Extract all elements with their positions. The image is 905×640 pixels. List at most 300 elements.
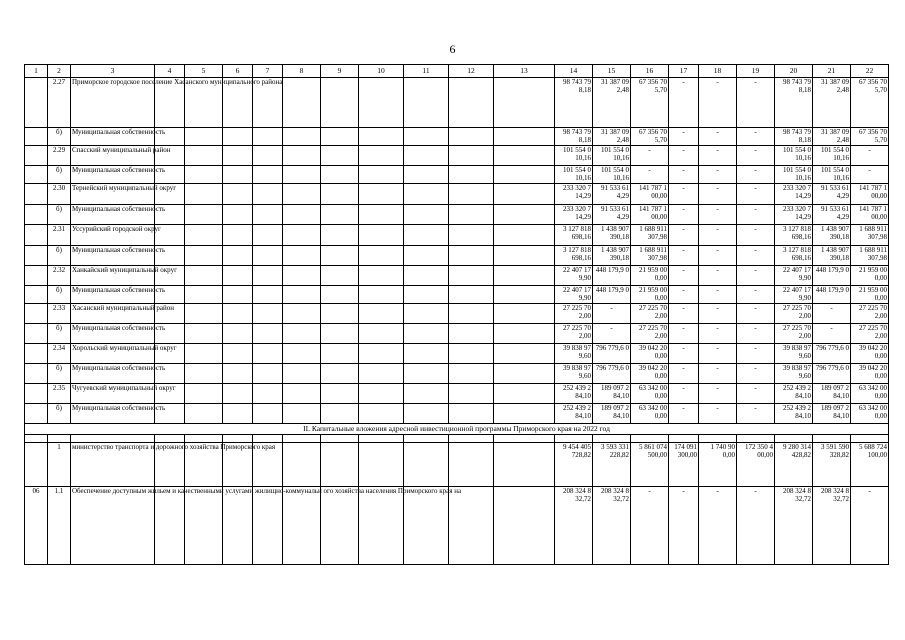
empty-cell — [253, 184, 283, 205]
table-row — [25, 364, 889, 384]
cell-col-18: - — [699, 344, 737, 364]
cell-col-15: 208 324 8 32,72 — [593, 487, 631, 565]
cell-col-16: 67 356 70 5,70 — [631, 78, 669, 128]
empty-cell — [359, 443, 404, 487]
empty-cell — [283, 344, 321, 364]
cell-col-21: 101 554 0 10,16 — [813, 146, 851, 166]
cell-col-14: 233 320 7 14,29 — [555, 205, 593, 225]
cell-col-15: - — [593, 324, 631, 344]
cell-item-number: 2.29 — [48, 146, 71, 166]
cell-col-19: 172 350 4 00,00 — [737, 443, 775, 487]
cell-col-21: 101 554 0 10,16 — [813, 166, 851, 184]
cell-col-14: 252 439 2 84,10 — [555, 404, 593, 424]
table-row — [25, 146, 889, 166]
empty-cell — [185, 324, 223, 344]
empty-cell — [321, 344, 359, 364]
table-row — [25, 246, 889, 266]
cell-col-22: 21 959 00 0,00 — [851, 286, 889, 304]
table-row — [25, 304, 889, 324]
cell-col-18: - — [699, 324, 737, 344]
cell-col-19: - — [737, 184, 775, 205]
cell-col-15: 189 097 2 84,10 — [593, 404, 631, 424]
empty-cell — [449, 128, 494, 146]
empty-cell — [283, 443, 321, 487]
cell-name: Муниципальная собственность — [71, 205, 155, 225]
empty-cell — [321, 404, 359, 424]
cell-col-17: - — [669, 184, 699, 205]
cell-col-19: - — [737, 146, 775, 166]
col-header: 9 — [321, 65, 359, 78]
empty-cell — [404, 487, 449, 565]
cell-col-14: 39 838 97 9,60 — [555, 364, 593, 384]
cell-col-18: - — [699, 128, 737, 146]
cell-col-20: 3 127 818 698,16 — [775, 246, 813, 266]
empty-cell — [223, 304, 253, 324]
cell-name: Муниципальная собственность — [71, 166, 155, 184]
cell-code — [25, 266, 48, 286]
cell-name: Муниципальная собственность — [71, 286, 155, 304]
empty-cell — [223, 225, 253, 246]
cell-item-number: б) — [48, 404, 71, 424]
cell-code: 06 — [25, 487, 48, 565]
cell-col-14: 22 407 17 9,90 — [555, 286, 593, 304]
empty-cell — [253, 404, 283, 424]
empty-cell — [449, 324, 494, 344]
cell-item-number: 1 — [48, 443, 71, 487]
cell-col-21: 448 179,9 0 — [813, 286, 851, 304]
cell-col-16: 27 225 70 2,00 — [631, 304, 669, 324]
cell-col-21: 3 591 590 328,82 — [813, 443, 851, 487]
cell-col-17: 174 091 300,00 — [669, 443, 699, 487]
empty-cell — [449, 384, 494, 404]
empty-cell — [359, 225, 404, 246]
empty-cell — [449, 286, 494, 304]
empty-cell — [321, 304, 359, 324]
cell-col-15: 796 779,6 0 — [593, 364, 631, 384]
empty-cell — [359, 205, 404, 225]
empty-cell — [185, 246, 223, 266]
empty-cell — [223, 184, 253, 205]
cell-item-number: 1.1 — [48, 487, 71, 565]
empty-cell — [283, 487, 321, 565]
cell-col-14: 27 225 70 2,00 — [555, 304, 593, 324]
cell-code — [25, 344, 48, 364]
empty-cell — [283, 78, 321, 128]
empty-cell — [223, 266, 253, 286]
empty-cell — [449, 304, 494, 324]
empty-cell — [321, 384, 359, 404]
cell-col-17: - — [669, 146, 699, 166]
cell-item-number: б) — [48, 205, 71, 225]
table-body — [25, 78, 889, 424]
empty-cell — [185, 225, 223, 246]
cell-col-20: 208 324 8 32,72 — [775, 487, 813, 565]
col-header: 15 — [593, 65, 631, 78]
empty-cell — [359, 166, 404, 184]
cell-col-14: 208 324 8 32,72 — [555, 487, 593, 565]
cell-col-22: - — [851, 487, 889, 565]
cell-col-19: - — [737, 205, 775, 225]
cell-col-22: - — [851, 146, 889, 166]
empty-cell — [283, 146, 321, 166]
empty-cell — [494, 487, 555, 565]
section-row — [25, 424, 889, 435]
cell-col-22: 27 225 70 2,00 — [851, 304, 889, 324]
cell-code — [25, 225, 48, 246]
cell-col-19: - — [737, 128, 775, 146]
cell-item-number: б) — [48, 286, 71, 304]
cell-col-16: 1 688 911 307,98 — [631, 225, 669, 246]
empty-cell — [404, 443, 449, 487]
col-header: 7 — [253, 65, 283, 78]
cell-col-15: 448 179,9 0 — [593, 266, 631, 286]
cell-item-number: 2.30 — [48, 184, 71, 205]
col-header: 2 — [48, 65, 71, 78]
cell-col-19: - — [737, 324, 775, 344]
spacer-row — [25, 435, 889, 443]
empty-cell — [321, 324, 359, 344]
cell-col-20: 27 225 70 2,00 — [775, 324, 813, 344]
col-header: 6 — [223, 65, 253, 78]
cell-col-19: - — [737, 78, 775, 128]
cell-col-16: 39 042 20 0,00 — [631, 344, 669, 364]
empty-cell — [494, 364, 555, 384]
empty-cell — [253, 286, 283, 304]
empty-cell — [223, 487, 253, 565]
page-number: 6 — [449, 42, 456, 56]
section-title: II. Капитальные вложения адресной инвестиционной программы Приморского края на 2022 год — [25, 424, 889, 435]
cell-col-20: 27 225 70 2,00 — [775, 304, 813, 324]
cell-col-19: - — [737, 344, 775, 364]
cell-col-20: 22 407 17 9,90 — [775, 266, 813, 286]
cell-code — [25, 404, 48, 424]
empty-cell — [283, 304, 321, 324]
empty-cell — [321, 146, 359, 166]
cell-col-20: 101 554 0 10,16 — [775, 146, 813, 166]
col-header: 8 — [283, 65, 321, 78]
cell-col-21: 1 438 907 390,18 — [813, 246, 851, 266]
empty-cell — [359, 286, 404, 304]
empty-cell — [359, 364, 404, 384]
col-header: 16 — [631, 65, 669, 78]
cell-col-17: - — [669, 286, 699, 304]
cell-col-22: - — [851, 166, 889, 184]
cell-name: Хасанский муниципальный район — [71, 304, 155, 324]
empty-cell — [185, 364, 223, 384]
cell-col-16: - — [631, 487, 669, 565]
cell-name: Спасский муниципальный район — [71, 146, 155, 166]
cell-col-20: 98 743 79 8,18 — [775, 128, 813, 146]
cell-col-19: - — [737, 286, 775, 304]
cell-col-18: - — [699, 487, 737, 565]
empty-cell — [253, 166, 283, 184]
cell-col-19: - — [737, 487, 775, 565]
empty-cell — [494, 184, 555, 205]
cell-col-17: - — [669, 266, 699, 286]
cell-col-17: - — [669, 304, 699, 324]
empty-cell — [223, 324, 253, 344]
cell-code — [25, 443, 48, 487]
cell-col-15: 1 438 907 390,18 — [593, 246, 631, 266]
cell-col-17: - — [669, 344, 699, 364]
empty-cell — [449, 246, 494, 266]
budget-table — [24, 64, 889, 565]
cell-name: Чугуевский муниципальный округ — [71, 384, 155, 404]
cell-col-17: - — [669, 166, 699, 184]
empty-cell — [321, 205, 359, 225]
cell-col-21: - — [813, 304, 851, 324]
cell-col-21: 91 533 61 4,29 — [813, 205, 851, 225]
empty-cell — [253, 225, 283, 246]
empty-cell — [494, 246, 555, 266]
empty-cell — [185, 384, 223, 404]
cell-code — [25, 166, 48, 184]
empty-cell — [253, 487, 283, 565]
cell-col-16: 141 787 1 00,00 — [631, 184, 669, 205]
cell-col-14: 3 127 818 698,16 — [555, 225, 593, 246]
cell-col-16: 1 688 911 307,98 — [631, 246, 669, 266]
cell-item-number: б) — [48, 128, 71, 146]
cell-col-16: - — [631, 166, 669, 184]
cell-item-number: б) — [48, 364, 71, 384]
empty-cell — [185, 404, 223, 424]
empty-cell — [283, 205, 321, 225]
empty-cell — [404, 184, 449, 205]
col-header: 10 — [359, 65, 404, 78]
cell-col-21: 31 387 09 2,48 — [813, 78, 851, 128]
col-header: 1 — [25, 65, 48, 78]
empty-cell — [185, 286, 223, 304]
empty-cell — [449, 266, 494, 286]
cell-col-17: - — [669, 487, 699, 565]
empty-cell — [321, 364, 359, 384]
cell-name: Обеспечение доступным жильем и качественными услугами жилищно-коммунальн ого хозяйства населения Приморского края на — [71, 487, 155, 565]
empty-cell — [404, 166, 449, 184]
cell-col-21: 91 533 61 4,29 — [813, 184, 851, 205]
col-header: 20 — [775, 65, 813, 78]
cell-col-15: 91 533 61 4,29 — [593, 205, 631, 225]
cell-col-18: - — [699, 166, 737, 184]
cell-name: Муниципальная собственность — [71, 128, 155, 146]
empty-cell — [321, 128, 359, 146]
col-header: 17 — [669, 65, 699, 78]
table-row — [25, 487, 889, 565]
cell-name: Муниципальная собственность — [71, 324, 155, 344]
cell-col-15: - — [593, 304, 631, 324]
cell-code — [25, 146, 48, 166]
col-header: 5 — [185, 65, 223, 78]
cell-col-21: 448 179,9 0 — [813, 266, 851, 286]
cell-col-19: - — [737, 384, 775, 404]
cell-col-16: - — [631, 146, 669, 166]
empty-cell — [494, 166, 555, 184]
cell-col-17: - — [669, 384, 699, 404]
cell-col-14: 101 554 0 10,16 — [555, 146, 593, 166]
cell-col-17: - — [669, 246, 699, 266]
cell-code — [25, 286, 48, 304]
cell-col-16: 141 787 1 00,00 — [631, 205, 669, 225]
empty-cell — [253, 324, 283, 344]
cell-col-16: 21 959 00 0,00 — [631, 286, 669, 304]
cell-col-20: 9 280 314 428,82 — [775, 443, 813, 487]
cell-item-number: 2.34 — [48, 344, 71, 364]
cell-col-14: 98 743 79 8,18 — [555, 78, 593, 128]
empty-cell — [449, 184, 494, 205]
empty-cell — [404, 266, 449, 286]
empty-cell — [494, 304, 555, 324]
empty-cell — [155, 487, 185, 565]
cell-col-17: - — [669, 364, 699, 384]
table-row — [25, 184, 889, 205]
cell-col-22: 21 959 00 0,00 — [851, 266, 889, 286]
cell-item-number: б) — [48, 166, 71, 184]
empty-cell — [253, 266, 283, 286]
table-row — [25, 344, 889, 364]
cell-col-18: - — [699, 364, 737, 384]
empty-cell — [321, 78, 359, 128]
empty-cell — [185, 205, 223, 225]
cell-col-16: 21 959 00 0,00 — [631, 266, 669, 286]
empty-cell — [321, 487, 359, 565]
cell-col-20: 22 407 17 9,90 — [775, 286, 813, 304]
cell-col-19: - — [737, 364, 775, 384]
table-body-2 — [25, 443, 889, 565]
cell-col-16: 63 342 00 0,00 — [631, 404, 669, 424]
cell-col-21: 1 438 907 390,18 — [813, 225, 851, 246]
empty-cell — [185, 304, 223, 324]
empty-cell — [283, 166, 321, 184]
empty-cell — [404, 384, 449, 404]
empty-cell — [185, 166, 223, 184]
cell-col-14: 252 439 2 84,10 — [555, 384, 593, 404]
cell-col-15: 101 554 0 10,16 — [593, 166, 631, 184]
empty-cell — [494, 266, 555, 286]
empty-cell — [404, 344, 449, 364]
cell-code — [25, 128, 48, 146]
cell-col-19: - — [737, 225, 775, 246]
empty-cell — [449, 166, 494, 184]
empty-cell — [494, 205, 555, 225]
empty-cell — [494, 324, 555, 344]
empty-cell — [283, 384, 321, 404]
empty-cell — [359, 487, 404, 565]
cell-col-18: - — [699, 184, 737, 205]
cell-col-22: 27 225 70 2,00 — [851, 324, 889, 344]
cell-col-14: 39 838 97 9,60 — [555, 344, 593, 364]
cell-col-14: 3 127 818 698,16 — [555, 246, 593, 266]
empty-cell — [283, 324, 321, 344]
empty-cell — [185, 344, 223, 364]
empty-cell — [359, 128, 404, 146]
empty-cell — [185, 184, 223, 205]
cell-code — [25, 304, 48, 324]
cell-col-17: - — [669, 225, 699, 246]
cell-col-22: 1 688 911 307,98 — [851, 246, 889, 266]
cell-col-15: 189 097 2 84,10 — [593, 384, 631, 404]
col-header: 4 — [155, 65, 185, 78]
cell-col-21: 189 097 2 84,10 — [813, 404, 851, 424]
empty-cell — [494, 78, 555, 128]
empty-cell — [404, 246, 449, 266]
empty-cell — [321, 246, 359, 266]
empty-cell — [494, 225, 555, 246]
empty-cell — [494, 146, 555, 166]
cell-col-18: - — [699, 225, 737, 246]
empty-cell — [185, 128, 223, 146]
empty-cell — [223, 364, 253, 384]
empty-cell — [283, 128, 321, 146]
cell-code — [25, 324, 48, 344]
empty-cell — [223, 286, 253, 304]
cell-col-17: - — [669, 404, 699, 424]
empty-cell — [449, 364, 494, 384]
empty-cell — [359, 146, 404, 166]
cell-col-18: - — [699, 266, 737, 286]
empty-cell — [321, 443, 359, 487]
cell-col-16: 39 042 20 0,00 — [631, 364, 669, 384]
cell-col-18: - — [699, 78, 737, 128]
empty-cell — [404, 205, 449, 225]
cell-col-18: - — [699, 404, 737, 424]
cell-col-21: 189 097 2 84,10 — [813, 384, 851, 404]
empty-cell — [404, 146, 449, 166]
col-header: 19 — [737, 65, 775, 78]
cell-col-14: 101 554 0 10,16 — [555, 166, 593, 184]
empty-cell — [494, 404, 555, 424]
cell-item-number: б) — [48, 324, 71, 344]
empty-cell — [223, 166, 253, 184]
cell-col-19: - — [737, 404, 775, 424]
cell-col-20: 98 743 79 8,18 — [775, 78, 813, 128]
cell-col-18: - — [699, 146, 737, 166]
cell-col-16: 63 342 00 0,00 — [631, 384, 669, 404]
cell-item-number: 2.33 — [48, 304, 71, 324]
cell-col-16: 5 861 074 500,00 — [631, 443, 669, 487]
col-header: 13 — [494, 65, 555, 78]
cell-col-17: - — [669, 78, 699, 128]
cell-col-22: 39 042 20 0,00 — [851, 344, 889, 364]
empty-cell — [359, 324, 404, 344]
cell-col-14: 98 743 79 8,18 — [555, 128, 593, 146]
empty-cell — [494, 128, 555, 146]
empty-cell — [223, 384, 253, 404]
empty-cell — [404, 78, 449, 128]
cell-code — [25, 78, 48, 128]
cell-col-18: 1 740 90 0,00 — [699, 443, 737, 487]
empty-cell — [494, 286, 555, 304]
cell-col-18: - — [699, 246, 737, 266]
empty-cell — [404, 324, 449, 344]
cell-col-21: 796 779,6 0 — [813, 344, 851, 364]
col-header: 3 — [71, 65, 155, 78]
cell-col-22: 5 688 724 100,00 — [851, 443, 889, 487]
empty-cell — [449, 487, 494, 565]
empty-cell — [185, 266, 223, 286]
empty-cell — [253, 205, 283, 225]
cell-col-19: - — [737, 304, 775, 324]
empty-cell — [359, 266, 404, 286]
section-body — [25, 424, 889, 443]
empty-cell — [494, 384, 555, 404]
cell-name: Хорольский муниципальный округ — [71, 344, 155, 364]
empty-cell — [449, 344, 494, 364]
table-row — [25, 225, 889, 246]
cell-name: Муниципальная собственность — [71, 364, 155, 384]
cell-code — [25, 184, 48, 205]
empty-cell — [283, 266, 321, 286]
cell-col-15: 91 533 61 4,29 — [593, 184, 631, 205]
col-header: 18 — [699, 65, 737, 78]
